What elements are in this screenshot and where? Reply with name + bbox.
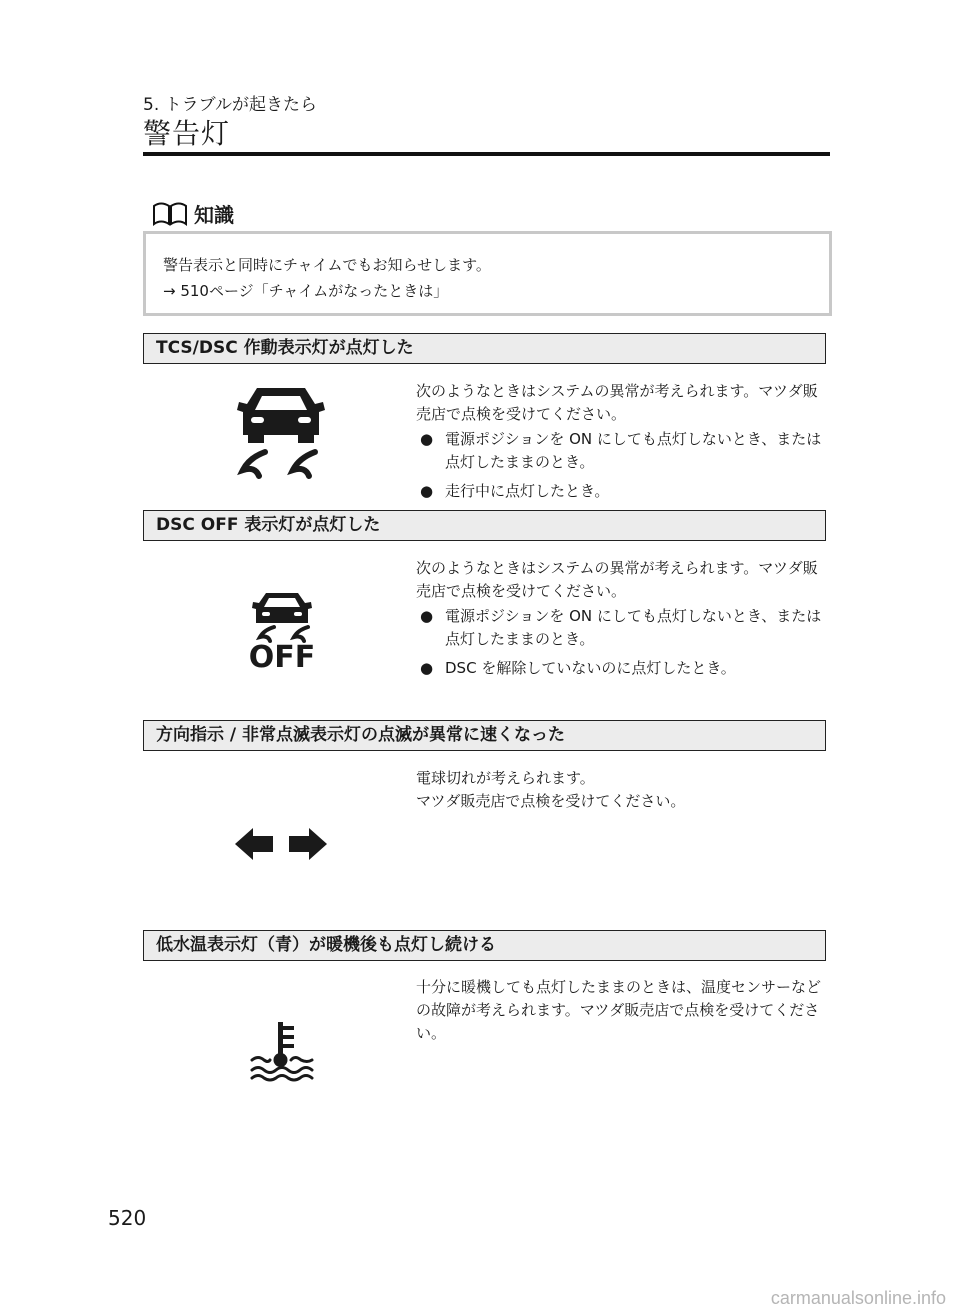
section-heading-dsc-off: DSC OFF 表示灯が点灯した bbox=[143, 510, 826, 541]
dsc-off-icon-label: OFF bbox=[248, 640, 316, 670]
knowledge-label: 知識 bbox=[194, 202, 234, 227]
turn-signal-icon bbox=[233, 826, 329, 862]
section-body-low-temp: 十分に暖機しても点灯したままのときは、温度センサーなどの故障が考えられます。マツダ販売店で点検を受けてください。 bbox=[416, 978, 822, 1042]
list-item: ● 電源ポジションを ON にしても点灯しないとき、または点灯したままのとき。 bbox=[420, 430, 822, 471]
page-number: 520 bbox=[108, 1206, 147, 1230]
section-heading-turn-signal: 方向指示 / 非常点滅表示灯の点滅が異常に速くなった bbox=[143, 720, 826, 751]
section-body-tcs-dsc bbox=[416, 380, 828, 503]
list-item: ● 走行中に点灯したとき。 bbox=[416, 480, 828, 503]
left-arrow-icon bbox=[235, 828, 273, 860]
right-arrow-icon bbox=[289, 828, 327, 860]
section-intro: 次のようなときはシステムの異常が考えられます。マツダ販売店で点検を受けてください。 bbox=[416, 559, 818, 600]
section-line: マツダ販売店で点検を受けてください。 bbox=[416, 792, 686, 810]
section-body-turn-signal bbox=[416, 767, 828, 813]
section-heading-low-temp: 低水温表示灯（青）が暖機後も点灯し続ける bbox=[143, 930, 826, 961]
bullet-dot: ● bbox=[420, 430, 434, 448]
book-icon bbox=[152, 200, 188, 226]
bullet-dot: ● bbox=[420, 607, 434, 625]
chapter-label: 5. トラブルが起きたら bbox=[143, 95, 317, 115]
bullet-dot: ● bbox=[420, 659, 434, 677]
low-coolant-temp-icon bbox=[246, 1020, 316, 1082]
tcs-dsc-icon bbox=[235, 380, 327, 486]
bullet-dot: ● bbox=[420, 482, 434, 500]
list-item: ● 電源ポジションを ON にしても点灯しないとき、または点灯したままのとき。 bbox=[420, 607, 822, 648]
section-body-dsc-off bbox=[416, 557, 828, 680]
page-title: 警告灯 bbox=[143, 117, 231, 150]
footer-watermark: carmanualsonline.info bbox=[770, 1288, 946, 1308]
dsc-off-icon bbox=[238, 590, 326, 670]
knowledge-box bbox=[143, 231, 832, 316]
knowledge-line: 警告表示と同時にチャイムでもお知らせします。 bbox=[163, 256, 491, 274]
section-heading-tcs-dsc: TCS/DSC 作動表示灯が点灯した bbox=[143, 333, 826, 364]
knowledge-header bbox=[152, 198, 234, 228]
knowledge-line: → 510ページ「チャイムがなったときは」 bbox=[163, 282, 449, 300]
section-intro: 次のようなときはシステムの異常が考えられます。マツダ販売店で点検を受けてください。 bbox=[416, 382, 818, 423]
list-item: ● DSC を解除していないのに点灯したとき。 bbox=[416, 657, 828, 680]
title-rule bbox=[143, 152, 830, 156]
section-line: 電球切れが考えられます。 bbox=[416, 769, 595, 787]
